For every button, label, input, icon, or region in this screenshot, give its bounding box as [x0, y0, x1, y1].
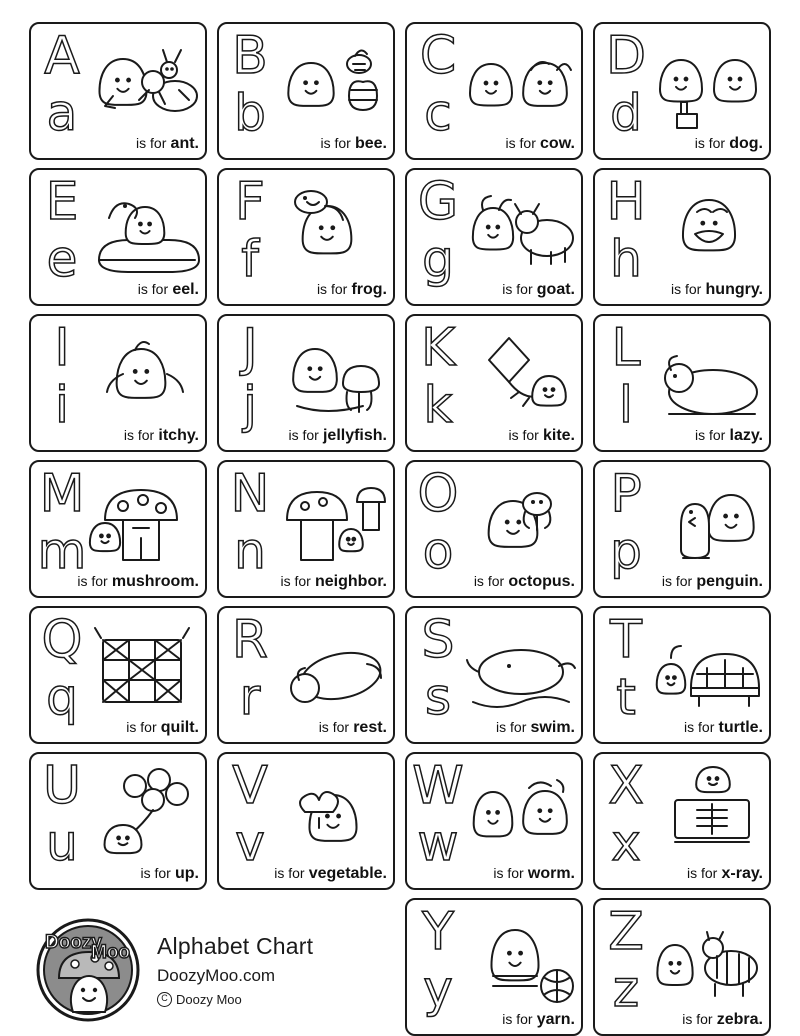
uppercase-letter: Z [608, 902, 644, 962]
caption [219, 282, 387, 298]
caption-is-for: is for [320, 135, 351, 151]
illustration-eel [83, 176, 205, 282]
caption-word: hungry. [705, 281, 763, 298]
caption-is-for: is for [671, 281, 702, 297]
caption-is-for: is for [502, 281, 533, 297]
caption [219, 866, 387, 882]
uppercase-letter: R [231, 610, 269, 670]
caption [407, 1012, 575, 1028]
alphabet-cell [29, 22, 207, 160]
uppercase-letter: N [230, 464, 270, 524]
caption-is-for: is for [136, 135, 167, 151]
alphabet-cell [593, 168, 771, 306]
lowercase-letter: p [610, 522, 642, 580]
caption [407, 282, 575, 298]
doozy-moo-logo [29, 908, 147, 1026]
alphabet-cell [217, 168, 395, 306]
caption-is-for: is for [473, 573, 505, 589]
caption [595, 1012, 763, 1028]
alphabet-cell [405, 898, 583, 1036]
caption-word: zebra. [716, 1011, 763, 1028]
illustration-frog [271, 176, 393, 282]
lowercase-letter: b [234, 84, 266, 142]
lowercase-letter: x [611, 814, 641, 872]
caption-word: vegetable. [308, 865, 387, 882]
lowercase-letter: h [610, 230, 642, 288]
caption-is-for: is for [137, 281, 169, 297]
alphabet-cell [405, 606, 583, 744]
caption-word: frog. [351, 281, 387, 298]
alphabet-cell [593, 752, 771, 890]
caption [407, 574, 575, 590]
caption [31, 720, 199, 736]
caption [595, 866, 763, 882]
caption [595, 574, 763, 590]
uppercase-letter: C [419, 26, 457, 86]
uppercase-letter: W [412, 756, 464, 816]
caption-is-for: is for [694, 135, 726, 151]
illustration-bee [271, 30, 393, 136]
illustration-up [83, 760, 205, 866]
uppercase-letter: G [417, 172, 459, 232]
illustration-zebra [647, 906, 769, 1012]
illustration-jellyfish [271, 322, 393, 428]
lowercase-letter: q [46, 668, 78, 726]
caption-word: eel. [172, 281, 199, 298]
lowercase-letter: u [46, 814, 78, 872]
illustration-goat [459, 176, 581, 282]
caption-word: kite. [542, 427, 575, 444]
alphabet-cell [593, 460, 771, 598]
uppercase-letter: V [232, 756, 268, 816]
lowercase-letter: c [424, 84, 452, 142]
caption [219, 574, 387, 590]
lowercase-letter: j [243, 376, 257, 434]
caption-word: jellyfish. [322, 427, 387, 444]
caption-is-for: is for [684, 719, 715, 735]
caption [31, 574, 199, 590]
uppercase-letter: A [44, 26, 80, 86]
caption-word: worm. [527, 865, 575, 882]
alphabet-cell [217, 752, 395, 890]
alphabet-cell [217, 314, 395, 452]
illustration-cow [459, 30, 581, 136]
caption-is-for: is for [496, 719, 527, 735]
illustration-xray [647, 760, 769, 866]
caption-word: x-ray. [721, 865, 763, 882]
caption [31, 136, 199, 152]
lowercase-letter: f [241, 230, 259, 288]
illustration-worm [459, 760, 581, 866]
alphabet-cell [217, 460, 395, 598]
caption-word: mushroom. [111, 573, 199, 590]
alphabet-cell [593, 898, 771, 1036]
caption-word: goat. [536, 281, 575, 298]
caption [407, 136, 575, 152]
caption-is-for: is for [77, 573, 108, 589]
caption-word: penguin. [696, 573, 763, 590]
caption-is-for: is for [502, 1011, 533, 1027]
lowercase-letter: t [616, 668, 636, 726]
illustration-quilt [83, 614, 205, 720]
copyright-icon: C [157, 992, 172, 1007]
caption-word: quilt. [160, 719, 199, 736]
uppercase-letter: T [610, 610, 642, 670]
alphabet-cell [405, 168, 583, 306]
copyright-line [157, 992, 313, 1007]
illustration-rest [271, 614, 393, 720]
caption-word: up. [175, 865, 199, 882]
caption-word: lazy. [729, 427, 763, 444]
illustration-octopus [459, 468, 581, 574]
caption-word: dog. [729, 135, 763, 152]
illustration-hungry [647, 176, 769, 282]
lowercase-letter: l [619, 376, 633, 434]
uppercase-letter: I [54, 318, 70, 378]
caption [595, 282, 763, 298]
lowercase-letter: s [424, 668, 452, 726]
uppercase-letter: U [42, 756, 82, 816]
lowercase-letter: r [239, 668, 261, 726]
caption [407, 428, 575, 444]
lowercase-letter: z [612, 960, 640, 1018]
lowercase-letter: v [235, 814, 265, 872]
caption-is-for: is for [686, 865, 718, 881]
caption [407, 866, 575, 882]
caption-word: itchy. [158, 427, 199, 444]
illustration-ant [83, 30, 205, 136]
lowercase-letter: g [422, 230, 454, 288]
caption [595, 428, 763, 444]
caption-is-for: is for [140, 865, 171, 881]
alphabet-cell [217, 22, 395, 160]
alphabet-cell [593, 22, 771, 160]
caption-word: yarn. [536, 1011, 575, 1028]
illustration-dog [647, 30, 769, 136]
alphabet-cell [29, 168, 207, 306]
uppercase-letter: X [608, 756, 644, 816]
caption-is-for: is for [126, 719, 157, 735]
copyright-owner: Doozy Moo [176, 992, 242, 1007]
alphabet-grid [18, 22, 782, 1036]
caption [31, 282, 199, 298]
lowercase-letter: y [423, 960, 453, 1018]
svg-text:Doozy: Doozy [45, 932, 102, 953]
alphabet-cell [405, 752, 583, 890]
uppercase-letter: O [417, 464, 459, 524]
caption-word: octopus. [508, 573, 575, 590]
alphabet-cell [29, 606, 207, 744]
caption-is-for: is for [694, 427, 726, 443]
illustration-turtle [647, 614, 769, 720]
caption-word: turtle. [718, 719, 763, 736]
illustration-itchy [83, 322, 205, 428]
caption-is-for: is for [123, 427, 155, 443]
caption-word: rest. [353, 719, 387, 736]
caption-is-for: is for [316, 281, 348, 297]
uppercase-letter: M [39, 464, 85, 524]
lowercase-letter: a [46, 84, 78, 142]
lowercase-letter: k [423, 376, 453, 434]
illustration-yarn [459, 906, 581, 1012]
uppercase-letter: S [421, 610, 455, 670]
uppercase-letter: B [232, 26, 268, 86]
uppercase-letter: Y [422, 902, 454, 962]
alphabet-cell [405, 22, 583, 160]
alphabet-cell [593, 314, 771, 452]
uppercase-letter: F [235, 172, 265, 232]
caption-word: cow. [540, 135, 575, 152]
alphabet-cell [405, 460, 583, 598]
caption [219, 720, 387, 736]
uppercase-letter: P [610, 464, 642, 524]
branding-text [157, 927, 313, 1007]
website-url[interactable]: DoozyMoo.com [157, 966, 276, 985]
caption-is-for: is for [661, 573, 693, 589]
caption-is-for: is for [682, 1011, 713, 1027]
illustration-penguin [647, 468, 769, 574]
alphabet-cell [217, 606, 395, 744]
svg-text:Moo: Moo [91, 942, 131, 963]
lowercase-letter: n [234, 522, 266, 580]
lowercase-letter: i [55, 376, 69, 434]
caption [31, 428, 199, 444]
caption-is-for: is for [318, 719, 350, 735]
caption-word: swim. [530, 719, 575, 736]
lowercase-letter: e [46, 230, 78, 288]
uppercase-letter: D [605, 26, 647, 86]
uppercase-letter: H [606, 172, 646, 232]
caption-is-for: is for [288, 427, 319, 443]
illustration-mushroom [83, 468, 205, 574]
caption-is-for: is for [508, 427, 539, 443]
illustration-vegetable [271, 760, 393, 866]
caption [31, 866, 199, 882]
illustration-kite [459, 322, 581, 428]
alphabet-cell [593, 606, 771, 744]
caption [219, 428, 387, 444]
caption [407, 720, 575, 736]
caption [595, 720, 763, 736]
uppercase-letter: L [611, 318, 641, 378]
caption [595, 136, 763, 152]
alphabet-cell [29, 752, 207, 890]
alphabet-cell [29, 314, 207, 452]
caption-is-for: is for [493, 865, 524, 881]
uppercase-letter: E [45, 172, 79, 232]
lowercase-letter: w [417, 814, 459, 872]
page-title: Alphabet Chart [157, 933, 314, 959]
lowercase-letter: o [422, 522, 454, 580]
caption-is-for: is for [505, 135, 536, 151]
caption-word: bee. [354, 135, 387, 152]
illustration-lazy [647, 322, 769, 428]
branding-block [29, 898, 395, 1036]
caption-word: ant. [170, 135, 199, 152]
uppercase-letter: K [420, 318, 456, 378]
lowercase-letter: m [37, 522, 87, 580]
caption-word: neighbor. [315, 573, 387, 590]
uppercase-letter: Q [41, 610, 83, 670]
alphabet-cell [405, 314, 583, 452]
lowercase-letter: d [610, 84, 642, 142]
alphabet-cell [29, 460, 207, 598]
caption-is-for: is for [274, 865, 305, 881]
illustration-neighbor [271, 468, 393, 574]
uppercase-letter: J [242, 318, 258, 378]
caption [219, 136, 387, 152]
illustration-swim [459, 614, 581, 720]
caption-is-for: is for [280, 573, 311, 589]
